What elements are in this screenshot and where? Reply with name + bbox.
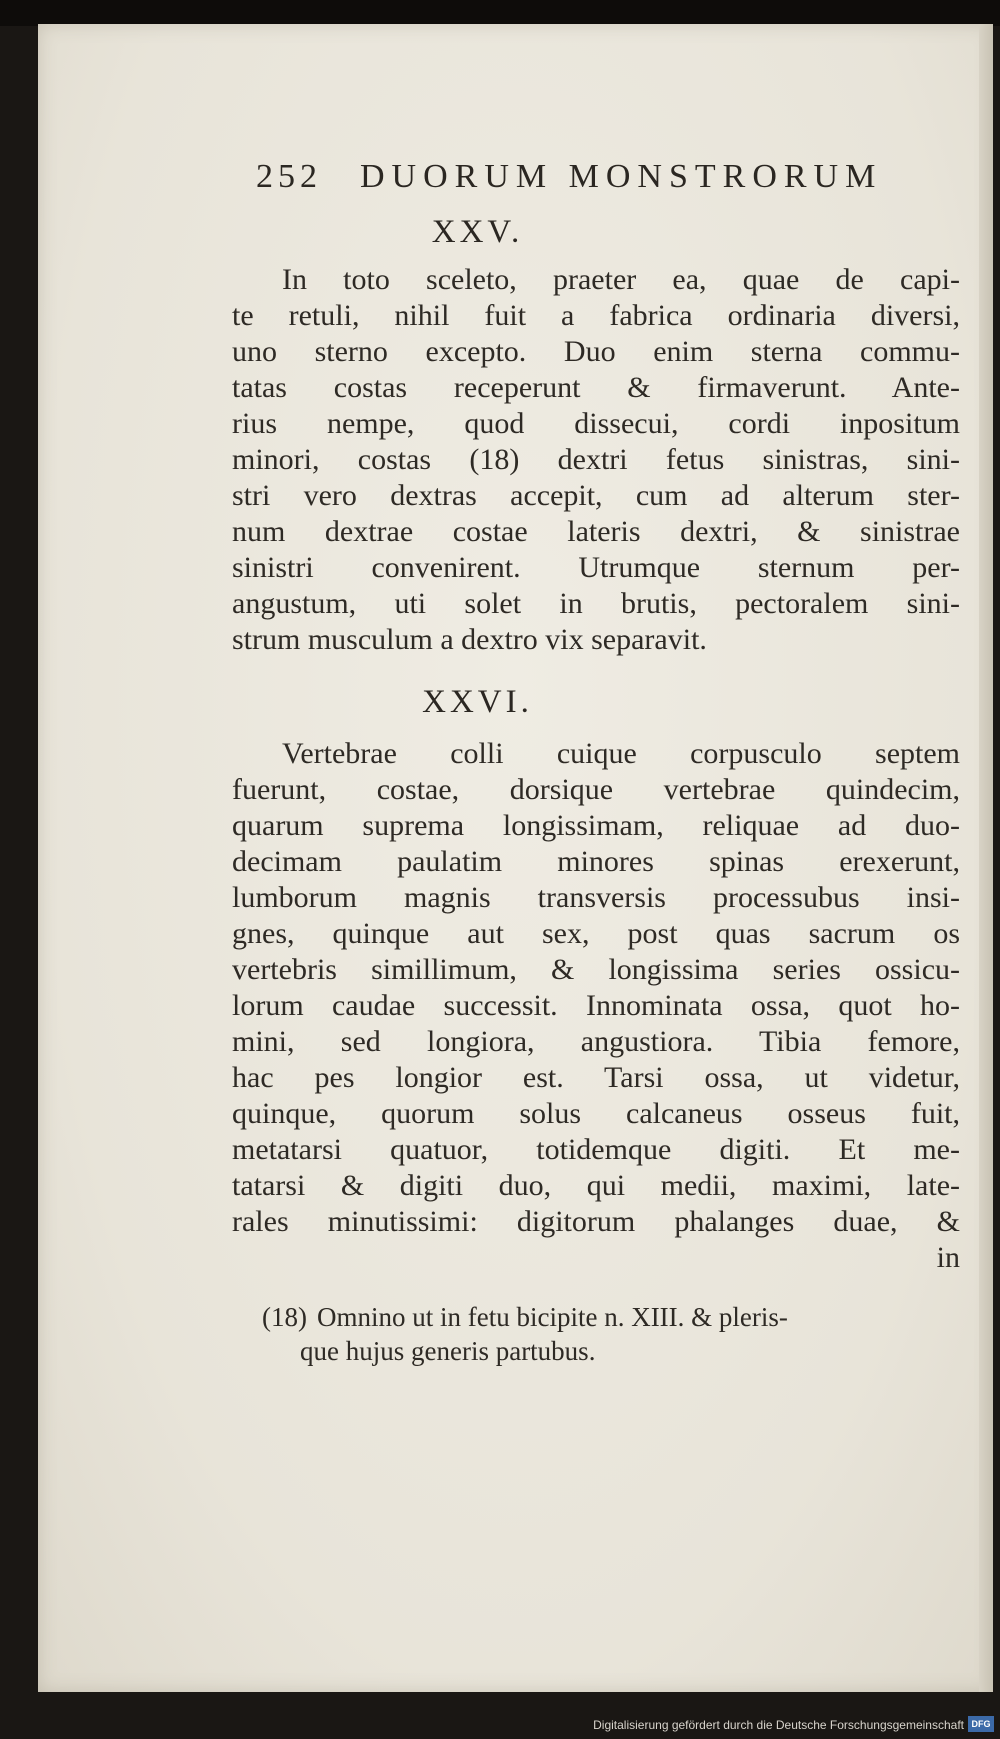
page-number: 252 (256, 158, 322, 195)
section-heading-xxvi: XXVI. (422, 684, 533, 720)
dfg-logo: DFG (968, 1716, 994, 1732)
scan-top-border (0, 0, 1000, 26)
text-line: strum musculum a dextro vix separavit. (232, 623, 707, 656)
text-line: lorum caudae successit. Innominata ossa, quot ho- (232, 989, 960, 1022)
text-line: decimam paulatim minores spinas erexerunt, (232, 845, 960, 878)
text-line: rales minutissimi: digitorum phalanges duae, & (232, 1205, 960, 1238)
footnote (262, 1300, 962, 1334)
text-line: stri vero dextras accepit, cum ad alterum ster- (232, 479, 960, 512)
running-header (256, 158, 916, 202)
text-line: rius nempe, quod dissecui, cordi inpositum (232, 407, 960, 440)
text-line: te retuli, nihil fuit a fabrica ordinaria diversi, (232, 299, 960, 332)
text-line: vertebris simillimum, & longissima series ossicu- (232, 953, 960, 986)
text-line: sinistri convenirent. Utrumque sternum per- (232, 551, 960, 584)
footnote-line: Omnino ut in fetu bicipite n. XIII. & pleris- (316, 1302, 788, 1332)
text-line: tatas costas receperunt & firmaverunt. Ante- (232, 371, 960, 404)
text-line: mini, sed longiora, angustiora. Tibia femore, (232, 1025, 960, 1058)
text-line: quarum suprema longissimam, reliquae ad duo- (232, 809, 960, 842)
text-line: Vertebrae colli cuique corpusculo septem (282, 737, 960, 770)
footnote-mark: (18) (262, 1302, 307, 1332)
text-line: fuerunt, costae, dorsique vertebrae quindecim, (232, 773, 960, 806)
text-line: hac pes longior est. Tarsi ossa, ut videtur, (232, 1061, 960, 1094)
catchword: in (936, 1241, 960, 1274)
text-line: In toto sceleto, praeter ea, quae de capi- (282, 263, 960, 296)
running-title: DUORUM MONSTRORUM (360, 158, 883, 195)
text-line: num dextrae costae lateris dextri, & sinistrae (232, 515, 960, 548)
text-line: metatarsi quatuor, totidemque digiti. Et me- (232, 1133, 960, 1166)
text-line: gnes, quinque aut sex, post quas sacrum os (232, 917, 960, 950)
footnote-line: que hujus generis partubus. (300, 1336, 596, 1366)
text-line: minori, costas (18) dextri fetus sinistras, sini- (232, 443, 960, 476)
page-edge (979, 24, 993, 1692)
text-line: tatarsi & digiti duo, qui medii, maximi, late- (232, 1169, 960, 1202)
digitization-credit: Digitalisierung gefördert durch die Deutsche Forschungsgemeinschaft (593, 1718, 964, 1732)
text-line: quinque, quorum solus calcaneus osseus fuit, (232, 1097, 960, 1130)
section-heading-xxv: XXV. (431, 214, 524, 250)
text-line: uno sterno excepto. Duo enim sterna commu- (232, 335, 960, 368)
text-line: angustum, uti solet in brutis, pectoralem sini- (232, 587, 960, 620)
text-line: lumborum magnis transversis processubus insi- (232, 881, 960, 914)
